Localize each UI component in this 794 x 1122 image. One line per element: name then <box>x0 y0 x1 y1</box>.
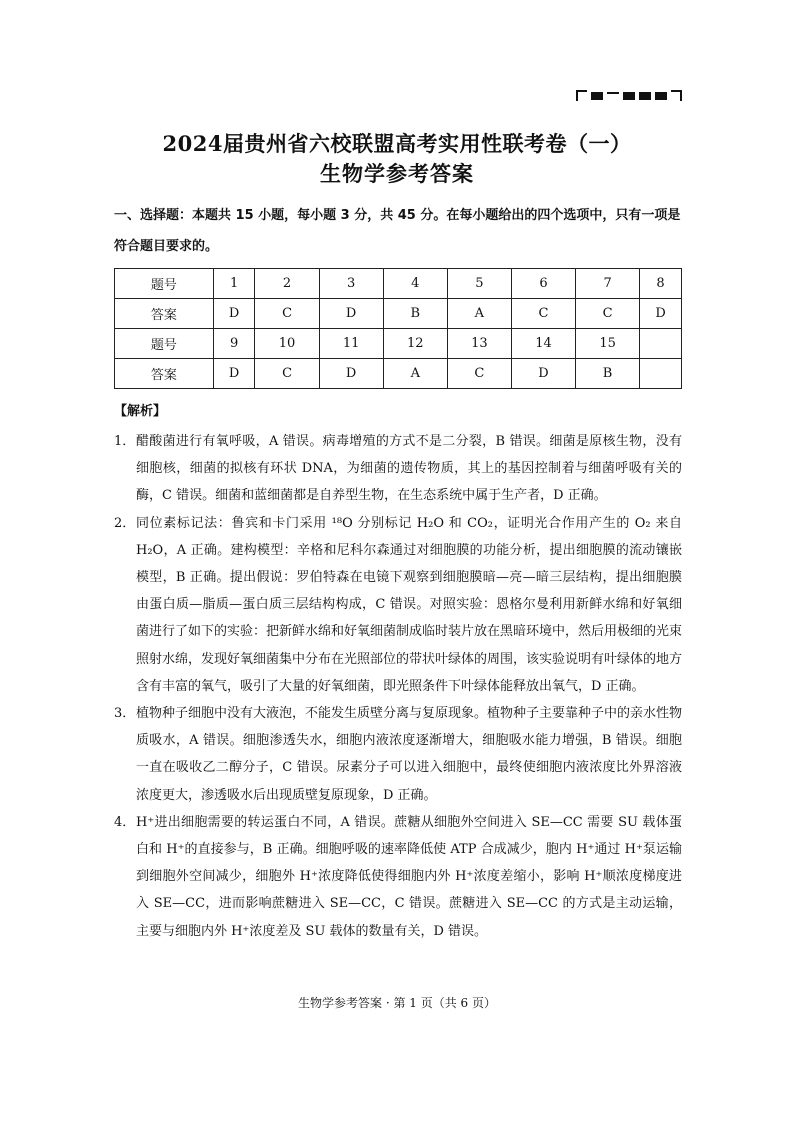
table-cell: 11 <box>319 329 383 359</box>
item-text: H⁺进出细胞需要的转运蛋白不同，A 错误。蔗糖从细胞外空间进入 SE—CC 需要 SU 载体蛋白和 H⁺的直接参与，B 正确。细胞呼吸的速率降低使 ATP 合成减少，胞内 H⁺通过 H⁺泵运输到细胞外空间减少，细胞外 H⁺浓度降低使得细胞内外 H⁺浓度差缩小，影响 H⁺顺浓度梯度进入 SE—CC，进而影响蔗糖进入 SE—CC，C 错误。蔗糖进入 SE—CC 的方式是主动运输，主要与细胞内外 H⁺浓度差及 SU 载体的数量有关，D 错误。 <box>136 814 682 939</box>
item-text: 同位素标记法：鲁宾和卡门采用 ¹⁸O 分别标记 H₂O 和 CO₂，证明光合作用产生的 O₂ 来自 H₂O，A 正确。建构模型：辛格和尼科尔森通过对细胞膜的功能分析，提出细胞膜的流动镶嵌模型，B 正确。提出假说：罗伯特森在电镜下观察到细胞膜暗—亮—暗三层结构，提出细胞膜由蛋白质—脂质—蛋白质三层结构构成，C 错误。对照实验：恩格尔曼利用新鲜水绵和好氧细菌进行了如下的实验：把新鲜水绵和好氧细菌制成临时装片放在黑暗环境中，然后用极细的光束照射水绵，发现好氧细菌集中分布在光照部位的带状叶绿体的周围，该实验说明有叶绿体的地方含有丰富的氧气，吸引了大量的好氧细菌，即光照条件下叶绿体能释放出氧气，D 正确。 <box>136 515 683 694</box>
row-label-cell: 答案 <box>115 359 214 389</box>
table-row <box>115 329 682 359</box>
table-cell: D <box>511 359 575 389</box>
table-row <box>115 269 682 299</box>
table-cell: 10 <box>255 329 319 359</box>
table-cell: 12 <box>383 329 447 359</box>
item-number: 4． <box>114 814 136 830</box>
analysis-item <box>114 510 682 700</box>
row-label-cell: 答案 <box>115 299 214 329</box>
table-cell: D <box>213 299 255 329</box>
table-cell: 2 <box>255 269 319 299</box>
table-cell: C <box>576 299 640 329</box>
exam-title: 2024届贵州省六校联盟高考实用性联考卷（一） <box>162 131 632 156</box>
table-cell: 6 <box>511 269 575 299</box>
table-cell: D <box>319 299 383 329</box>
table-row <box>115 299 682 329</box>
document-subtitle: 生物学参考答案 <box>320 161 474 186</box>
table-cell: A <box>383 359 447 389</box>
table-cell: C <box>255 359 319 389</box>
table-cell: 7 <box>576 269 640 299</box>
row-label-cell: 题号 <box>115 269 214 299</box>
analysis-list <box>114 428 682 945</box>
table-cell: C <box>255 299 319 329</box>
table-cell: D <box>640 299 682 329</box>
item-number: 2． <box>114 515 136 531</box>
table-cell: 3 <box>319 269 383 299</box>
analysis-item <box>114 700 682 809</box>
answer-table <box>114 268 682 389</box>
table-cell: 1 <box>213 269 255 299</box>
table-row <box>115 359 682 389</box>
table-cell: A <box>447 299 511 329</box>
table-cell: 13 <box>447 329 511 359</box>
table-cell: 9 <box>213 329 255 359</box>
table-cell: 15 <box>576 329 640 359</box>
table-cell: 4 <box>383 269 447 299</box>
page-footer: 生物学参考答案 · 第 1 页（共 6 页） <box>298 996 496 1010</box>
corner-registration-mark <box>576 90 682 101</box>
analysis-item <box>114 428 682 510</box>
analysis-heading: 【解析】 <box>114 404 167 419</box>
table-cell: C <box>447 359 511 389</box>
table-cell: B <box>576 359 640 389</box>
table-cell: B <box>383 299 447 329</box>
table-cell: D <box>319 359 383 389</box>
table-cell: C <box>511 299 575 329</box>
analysis-item <box>114 809 682 945</box>
table-cell: 5 <box>447 269 511 299</box>
item-text: 植物种子细胞中没有大液泡，不能发生质壁分离与复原现象。植物种子主要靠种子中的亲水性物质吸水，A 错误。细胞渗透失水，细胞内液浓度逐渐增大，细胞吸水能力增强，B 错误。细胞一直在吸收乙二醇分子，C 错误。尿素分子可以进入细胞中，最终使细胞内液浓度比外界溶液浓度更大，渗透吸水后出现质壁复原现象，D 正确。 <box>136 706 683 803</box>
table-cell <box>640 329 682 359</box>
row-label-cell: 题号 <box>115 329 214 359</box>
table-cell <box>640 359 682 389</box>
item-number: 1． <box>114 434 136 449</box>
table-cell: 8 <box>640 269 682 299</box>
table-cell: D <box>213 359 255 389</box>
table-cell: 14 <box>511 329 575 359</box>
item-number: 3． <box>114 706 136 722</box>
item-text: 醋酸菌进行有氧呼吸，A 错误。病毒增殖的方式不是二分裂，B 错误。细菌是原核生物，没有细胞核，细菌的拟核有环状 DNA，为细菌的遗传物质，其上的基因控制着与细菌呼吸有关的酶，C 错误。细菌和蓝细菌都是自养型生物，在生态系统中属于生产者，D 正确。 <box>136 434 682 504</box>
section-heading-choice: 一、选择题：本题共 15 小题，每小题 3 分，共 45 分。在每小题给出的四个选项中，只有一项是符合题目要求的。 <box>114 208 681 254</box>
